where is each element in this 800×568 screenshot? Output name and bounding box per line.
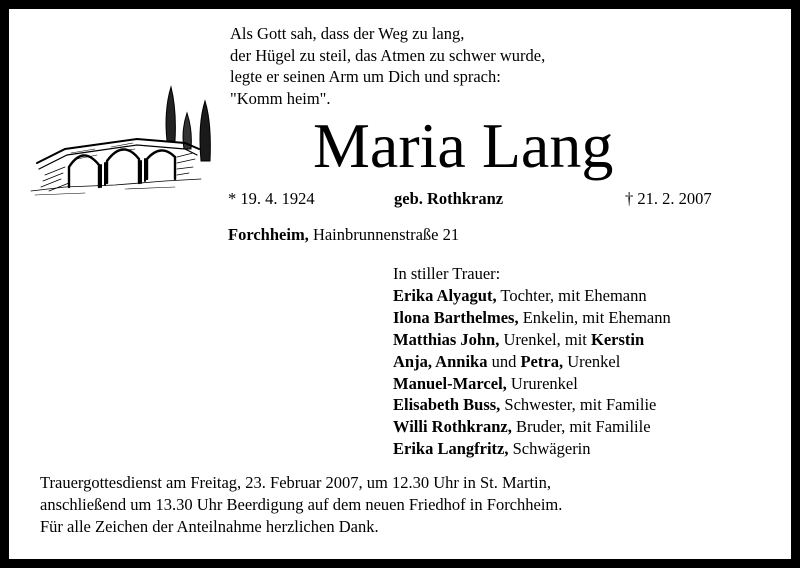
mourner-name: Willi Rothkranz, bbox=[393, 417, 512, 437]
mourner-relation: Enkelin, mit Ehemann bbox=[518, 307, 671, 327]
service-notice bbox=[40, 472, 562, 538]
mourner-entry bbox=[393, 351, 671, 373]
mourner-relation: Tochter, mit Ehemann bbox=[496, 285, 647, 305]
poem bbox=[230, 23, 545, 109]
service-line: anschließend um 13.30 Uhr Beerdigung auf dem neuen Friedhof in Forchheim. bbox=[40, 495, 563, 514]
mourner-entry bbox=[393, 307, 671, 329]
mourner-name: Erika Alyagut, bbox=[393, 285, 497, 305]
mourner-relation: Schwester, mit Familie bbox=[500, 395, 657, 415]
obituary-card bbox=[9, 9, 791, 559]
service-line: Trauergottesdienst am Freitag, 23. Februar 2007, um 12.30 Uhr in St. Martin, bbox=[40, 473, 551, 492]
mourner-entry bbox=[393, 373, 671, 395]
poem-line: der Hügel zu steil, das Atmen zu schwer wurde, bbox=[230, 45, 546, 65]
mourners-list bbox=[393, 263, 671, 460]
birth-date: * 19. 4. 1924 bbox=[228, 189, 315, 208]
mourner-entry bbox=[393, 329, 671, 351]
mourners-intro: In stiller Trauer: bbox=[393, 264, 501, 283]
mourner-relation: Schwägerin bbox=[508, 439, 591, 459]
mourner-relation: Bruder, mit Familile bbox=[511, 417, 651, 437]
deceased-name: Maria Lang bbox=[313, 110, 614, 181]
mourner-name: Petra, bbox=[520, 351, 564, 371]
mourner-name: Manuel-Marcel, bbox=[393, 373, 507, 393]
poem-line: "Komm heim". bbox=[230, 88, 331, 108]
mourner-name: Ilona Barthelmes, bbox=[393, 307, 519, 327]
mourner-name: Kerstin bbox=[591, 329, 645, 349]
bridge-cypress-illustration bbox=[25, 83, 225, 199]
maiden-name: geb. Rothkranz bbox=[394, 189, 504, 208]
mourner-relation: Ururenkel bbox=[506, 373, 578, 393]
mourner-entry bbox=[393, 394, 671, 416]
mourner-relation: Urenkel, mit bbox=[499, 329, 592, 349]
mourner-name: Elisabeth Buss, bbox=[393, 395, 501, 415]
mourner-entry bbox=[393, 438, 671, 460]
mourner-name: Erika Langfritz, bbox=[393, 439, 509, 459]
mourner-relation: Urenkel bbox=[563, 351, 621, 371]
mourner-entry bbox=[393, 416, 671, 438]
address-street: Hainbrunnenstraße 21 bbox=[312, 225, 460, 244]
address-city: Forchheim, bbox=[228, 225, 309, 244]
address bbox=[228, 225, 459, 245]
mourner-name: Anja, Annika bbox=[393, 351, 488, 371]
poem-line: Als Gott sah, dass der Weg zu lang, bbox=[230, 24, 465, 43]
poem-line: legte er seinen Arm um Dich und sprach: bbox=[230, 67, 501, 86]
death-date: † 21. 2. 2007 bbox=[625, 189, 712, 208]
thanks-line: Für alle Zeichen der Anteilnahme herzlichen Dank. bbox=[40, 517, 379, 536]
mourner-entry bbox=[393, 285, 671, 307]
mourner-name: Matthias John, bbox=[393, 329, 500, 349]
mourner-relation: und bbox=[487, 351, 521, 371]
